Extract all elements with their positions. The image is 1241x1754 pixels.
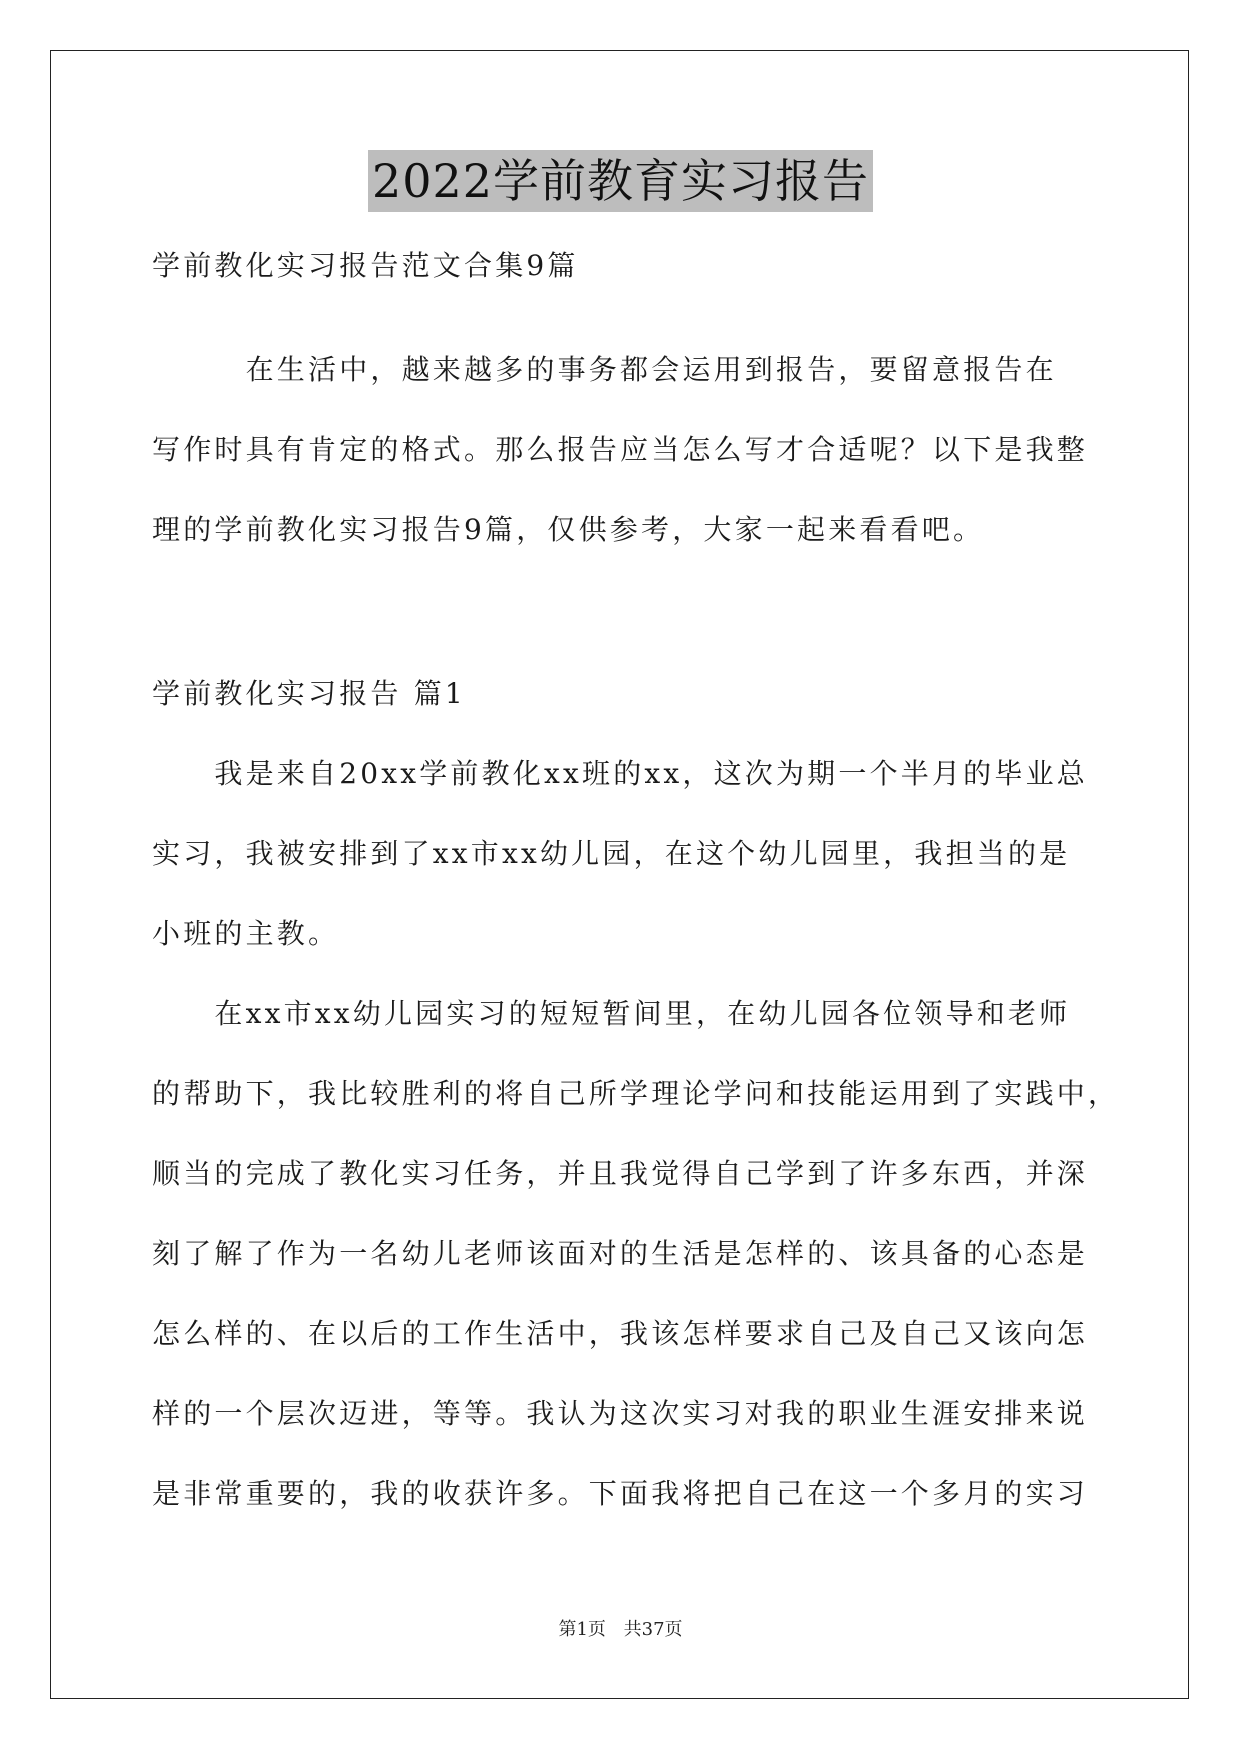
paragraph-line: 样的一个层次迈进，等等。我认为这次实习对我的职业生涯安排来说 [152,1397,1089,1430]
title-wrap [0,150,1241,212]
paragraph-line: 刻了解了作为一名幼儿老师该面对的生活是怎样的、该具备的心态是 [152,1237,1089,1270]
page-total: 共37页 [623,1619,683,1640]
page-number: 第1页 [558,1619,606,1640]
paragraph-line: 顺当的完成了教化实习任务，并且我觉得自己学到了许多东西，并深 [152,1157,1089,1190]
subtitle-line: 学前教化实习报告范文合集9篇 [152,249,579,282]
paragraph-line: 实习，我被安排到了xx市xx幼儿园，在这个幼儿园里，我担当的是 [152,837,1071,870]
paragraph-line: 在xx市xx幼儿园实习的短短暂间里，在幼儿园各位领导和老师 [152,997,1071,1030]
paragraph-line: 我是来自20xx学前教化xx班的xx，这次为期一个半月的毕业总 [152,757,1088,790]
paragraph-line: 的帮助下，我比较胜利的将自己所学理论学问和技能运用到了实践中， [152,1077,1120,1110]
paragraph-line: 小班的主教。 [152,917,340,950]
paragraph-line: 是非常重要的，我的收获许多。下面我将把自己在这一个多月的实习 [152,1477,1089,1510]
page-footer [0,1615,1241,1641]
paragraph-line: 在生活中，越来越多的事务都会运用到报告，要留意报告在 [152,353,1057,386]
paragraph-line: 理的学前教化实习报告9篇，仅供参考，大家一起来看看吧。 [152,513,985,546]
document-title: 2022学前教育实习报告 [368,150,873,212]
section-heading: 学前教化实习报告 篇1 [152,677,466,710]
paragraph-line: 写作时具有肯定的格式。那么报告应当怎么写才合适呢？以下是我整 [152,433,1089,466]
paragraph-line: 怎么样的、在以后的工作生活中，我该怎样要求自己及自己又该向怎 [152,1317,1089,1350]
page-border [50,50,1189,1699]
